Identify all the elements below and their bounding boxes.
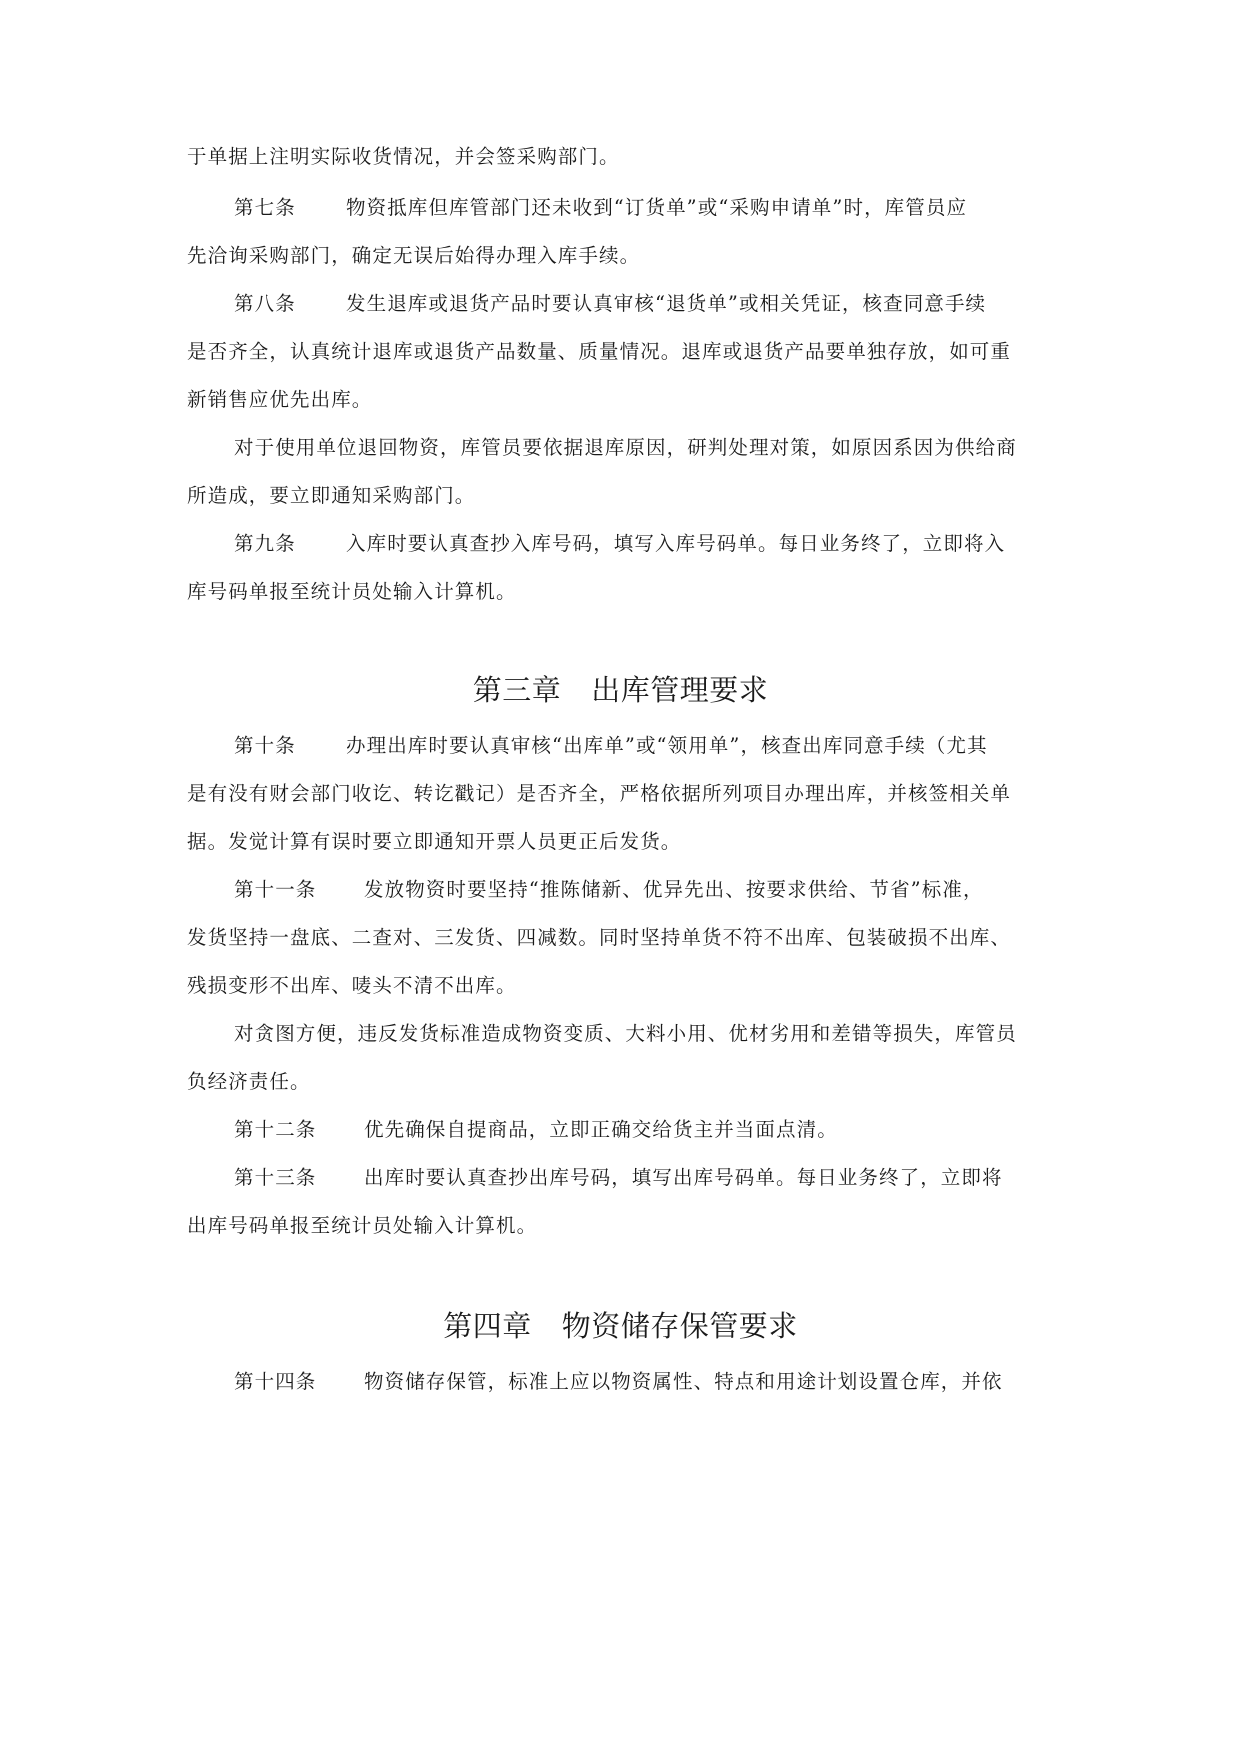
article-13-line-2: [187, 1211, 1057, 1241]
text-line: 物资储存保管，标准上应以物资属性、特点和用途计划设置仓库，并依: [364, 1370, 1003, 1393]
text-line: 办理出库时要认真审核“出库单”或“领用单”，核查出库同意手续（尤其: [346, 734, 988, 757]
article-8-line-1: [234, 289, 1104, 319]
article-13-line-1: [234, 1163, 1104, 1193]
paragraph-continuation: [187, 142, 1057, 172]
text-line: 发生退库或退货产品时要认真审核“退货单”或相关凭证，核查同意手续: [346, 292, 987, 315]
paragraph-greed-line-1: [234, 1019, 1104, 1049]
paragraph-return-line-1: [234, 433, 1104, 463]
chapter-title: 出库管理要求: [591, 673, 769, 707]
article-label: 第九条: [234, 532, 296, 555]
article-8-line-2: [187, 337, 1057, 367]
article-11-line-2: [187, 923, 1057, 953]
chapter-4-heading: [0, 1306, 1241, 1346]
chapter-number: 第四章: [443, 1309, 532, 1343]
text-line: 出库时要认真查抄出库号码，填写出库号码单。每日业务终了，立即将: [364, 1166, 1003, 1189]
article-8-line-3: [187, 385, 1057, 415]
text-line: 据。发觉计算有误时要立即通知开票人员更正后发货。: [187, 830, 682, 853]
text-line: 物资抵库但库管部门还未收到“订货单”或“采购申请单”时，库管员应: [346, 196, 968, 219]
article-10-line-1: [234, 731, 1104, 761]
article-label: 第十三条: [234, 1166, 317, 1189]
article-10-line-3: [187, 827, 1057, 857]
article-10-line-2: [187, 779, 1057, 809]
text-line: 新销售应优先出库。: [187, 388, 373, 411]
article-label: 第十一条: [234, 878, 317, 901]
article-12-line-1: [234, 1115, 1104, 1145]
text-line: 出库号码单报至统计员处输入计算机。: [187, 1214, 538, 1237]
text-line: 所造成，要立即通知采购部门。: [187, 484, 476, 507]
article-11-line-3: [187, 971, 1057, 1001]
text-line: 是有没有财会部门收讫、转讫戳记）是否齐全，严格依据所列项目办理出库，并核签相关单: [187, 782, 1012, 805]
text-line: 残损变形不出库、唛头不清不出库。: [187, 974, 517, 997]
article-label: 第十二条: [234, 1118, 317, 1141]
paragraph-return-line-2: [187, 481, 1057, 511]
text-line: 优先确保自提商品，立即正确交给货主并当面点清。: [364, 1118, 838, 1141]
article-7-line-2: [187, 241, 1057, 271]
text-line: 先洽询采购部门，确定无误后始得办理入库手续。: [187, 244, 641, 267]
chapter-title: 物资储存保管要求: [561, 1309, 798, 1343]
text-line: 对于使用单位退回物资，库管员要依据退库原因，研判处理对策，如原因系因为供给商: [234, 436, 1017, 459]
article-14-line-1: [234, 1367, 1104, 1397]
article-label: 第七条: [234, 196, 296, 219]
chapter-number: 第三章: [472, 673, 562, 707]
text-line: 库号码单报至统计员处输入计算机。: [187, 580, 517, 603]
chapter-3-heading: [0, 670, 1241, 710]
text-line: 入库时要认真查抄入库号码，填写入库号码单。每日业务终了，立即将入: [346, 532, 1006, 555]
text-line: 对贪图方便，违反发货标准造成物资变质、大料小用、优材劣用和差错等损失，库管员: [234, 1022, 1017, 1045]
text-line: 于单据上注明实际收货情况，并会签采购部门。: [187, 145, 620, 168]
article-9-line-1: [234, 529, 1104, 559]
article-label: 第八条: [234, 292, 296, 315]
article-11-line-1: [234, 875, 1104, 905]
article-label: 第十条: [234, 734, 296, 757]
text-line: 负经济责任。: [187, 1070, 311, 1093]
article-9-line-2: [187, 577, 1057, 607]
article-7-line-1: [234, 193, 1104, 223]
text-line: 发放物资时要坚持“推陈储新、优异先出、按要求供给、节省”标准，: [364, 878, 984, 901]
text-line: 发货坚持一盘底、二查对、三发货、四减数。同时坚持单货不符不出库、包装破损不出库、: [187, 926, 1012, 949]
paragraph-greed-line-2: [187, 1067, 1057, 1097]
text-line: 是否齐全，认真统计退库或退货产品数量、质量情况。退库或退货产品要单独存放，如可重: [187, 340, 1012, 363]
article-label: 第十四条: [234, 1370, 317, 1393]
